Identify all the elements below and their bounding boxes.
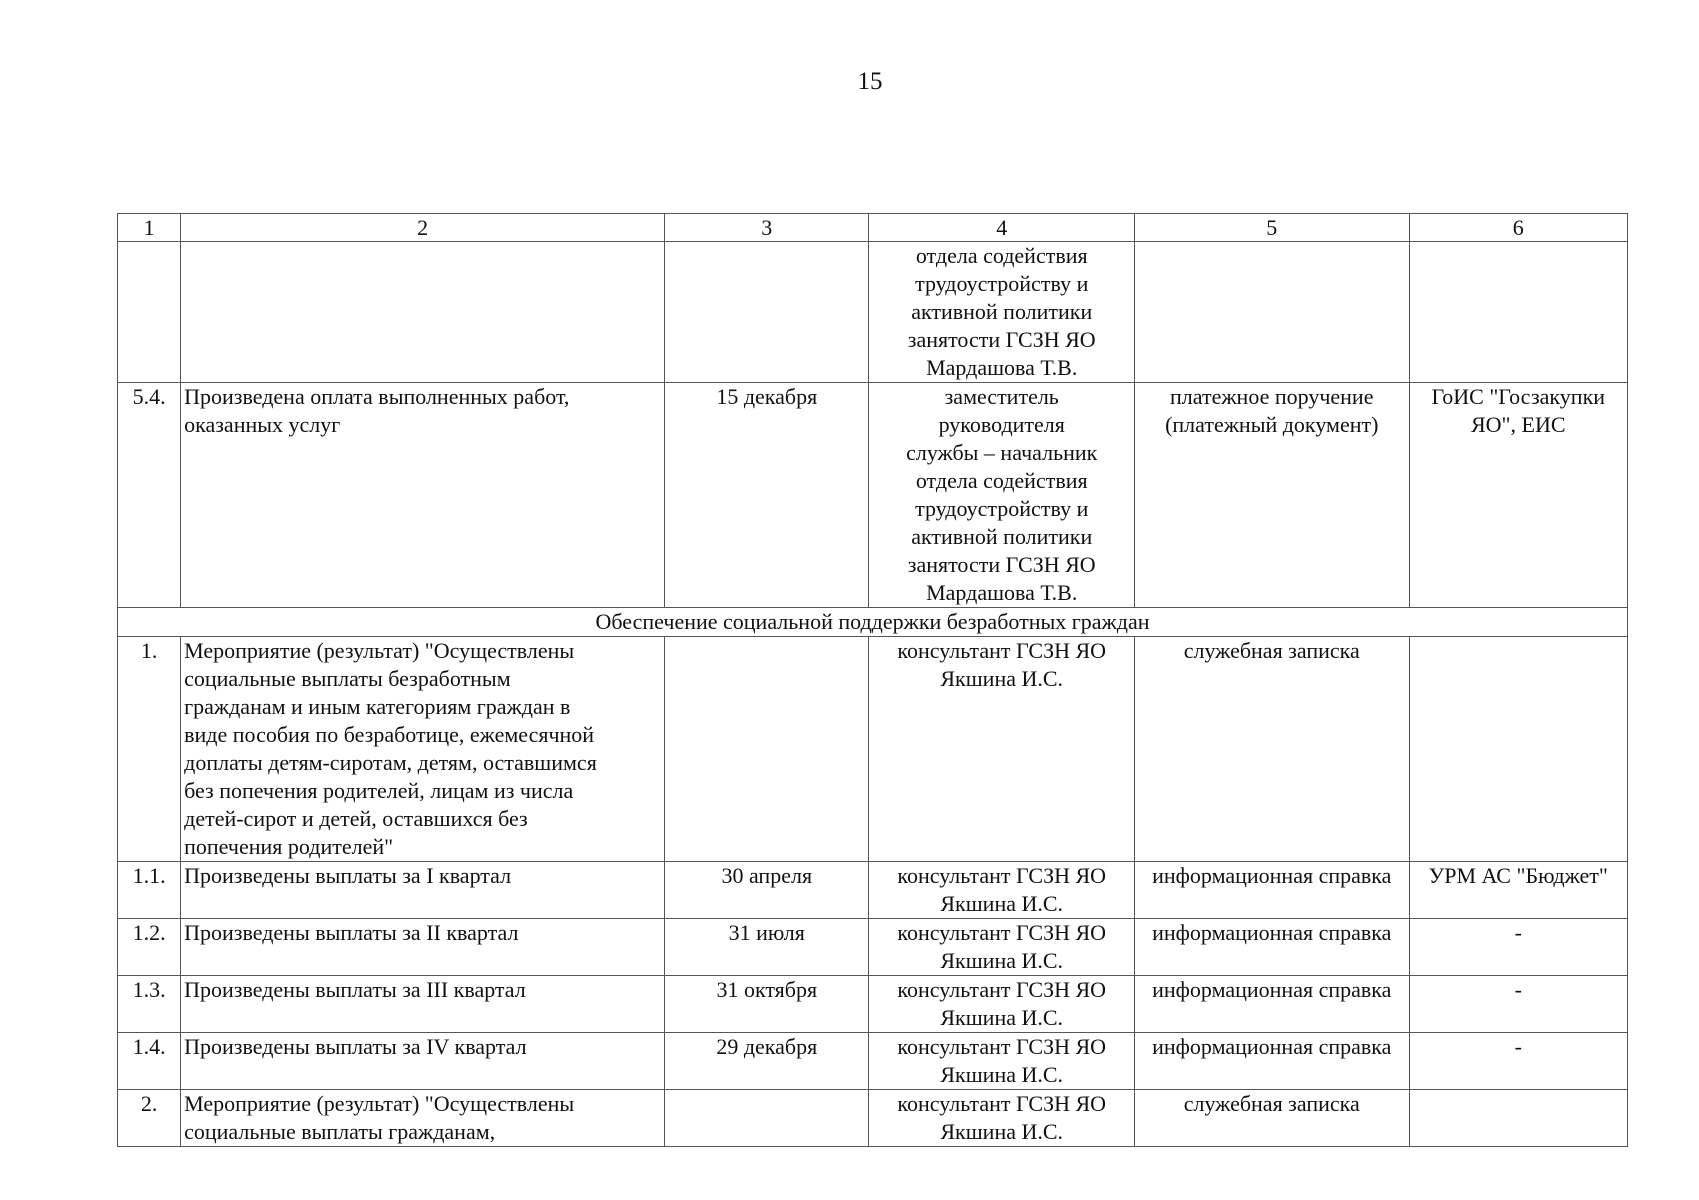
table-row bbox=[118, 862, 1628, 919]
header-cell: 3 bbox=[665, 214, 869, 242]
header-cell: 5 bbox=[1134, 214, 1409, 242]
row-responsible: консультант ГСЗН ЯО Якшина И.С. bbox=[869, 976, 1135, 1033]
row-name: Мероприятие (результат) "Осуществлены социальные выплаты безработным гражданам и иным категориям граждан в виде пособия по безработице, ежемесячной доплаты детям-сиротам, детям, оставшимся без попечения родителей, лицам из числа детей-сирот и детей, оставшихся без попечения родителей" bbox=[181, 637, 665, 862]
row-date: 29 декабря bbox=[665, 1033, 869, 1090]
row-name: Произведена оплата выполненных работ, оказанных услуг bbox=[181, 383, 665, 608]
row-system bbox=[1409, 242, 1627, 383]
row-number: 1.4. bbox=[118, 1033, 181, 1090]
row-document: информационная справка bbox=[1134, 1033, 1409, 1090]
row-number: 2. bbox=[118, 1090, 181, 1147]
table-row bbox=[118, 637, 1628, 862]
row-document: служебная записка bbox=[1134, 1090, 1409, 1147]
row-system: ГоИС "Госзакупки ЯО", ЕИС bbox=[1409, 383, 1627, 608]
header-cell: 1 bbox=[118, 214, 181, 242]
row-number: 1. bbox=[118, 637, 181, 862]
row-system: - bbox=[1409, 976, 1627, 1033]
row-name: Мероприятие (результат) "Осуществлены социальные выплаты гражданам, bbox=[181, 1090, 665, 1147]
row-responsible: заместитель руководителя службы – начальник отдела содействия трудоустройству и активной политики занятости ГСЗН ЯО Мардашова Т.В. bbox=[869, 383, 1135, 608]
row-date: 31 октября bbox=[665, 976, 869, 1033]
row-responsible: консультант ГСЗН ЯО Якшина И.С. bbox=[869, 637, 1135, 862]
table-row bbox=[118, 383, 1628, 608]
row-name: Произведены выплаты за IV квартал bbox=[181, 1033, 665, 1090]
row-system: - bbox=[1409, 1033, 1627, 1090]
row-responsible: консультант ГСЗН ЯО Якшина И.С. bbox=[869, 919, 1135, 976]
row-date: 15 декабря bbox=[665, 383, 869, 608]
row-name: Произведены выплаты за III квартал bbox=[181, 976, 665, 1033]
table-row bbox=[118, 919, 1628, 976]
row-number: 1.2. bbox=[118, 919, 181, 976]
row-name bbox=[181, 242, 665, 383]
plan-table bbox=[117, 213, 1628, 1147]
row-document: информационная справка bbox=[1134, 976, 1409, 1033]
header-cell: 4 bbox=[869, 214, 1135, 242]
row-number: 5.4. bbox=[118, 383, 181, 608]
row-document: информационная справка bbox=[1134, 862, 1409, 919]
row-system bbox=[1409, 1090, 1627, 1147]
row-date: 30 апреля bbox=[665, 862, 869, 919]
row-date bbox=[665, 1090, 869, 1147]
row-system: УРМ АС "Бюджет" bbox=[1409, 862, 1627, 919]
section-row bbox=[118, 608, 1628, 637]
table-row bbox=[118, 1090, 1628, 1147]
row-system: - bbox=[1409, 919, 1627, 976]
row-number: 1.1. bbox=[118, 862, 181, 919]
header-cell: 6 bbox=[1409, 214, 1627, 242]
row-system bbox=[1409, 637, 1627, 862]
row-responsible: консультант ГСЗН ЯО Якшина И.С. bbox=[869, 862, 1135, 919]
row-responsible: консультант ГСЗН ЯО Якшина И.С. bbox=[869, 1090, 1135, 1147]
row-responsible: отдела содействия трудоустройству и активной политики занятости ГСЗН ЯО Мардашова Т.В. bbox=[869, 242, 1135, 383]
row-date bbox=[665, 242, 869, 383]
row-document bbox=[1134, 242, 1409, 383]
row-name: Произведены выплаты за I квартал bbox=[181, 862, 665, 919]
page-number: 15 bbox=[857, 68, 883, 95]
table-row bbox=[118, 976, 1628, 1033]
row-date bbox=[665, 637, 869, 862]
row-number: 1.3. bbox=[118, 976, 181, 1033]
row-document: информационная справка bbox=[1134, 919, 1409, 976]
row-name: Произведены выплаты за II квартал bbox=[181, 919, 665, 976]
row-document: платежное поручение (платежный документ) bbox=[1134, 383, 1409, 608]
row-responsible: консультант ГСЗН ЯО Якшина И.С. bbox=[869, 1033, 1135, 1090]
header-cell: 2 bbox=[181, 214, 665, 242]
table-header-row bbox=[118, 214, 1628, 242]
row-document: служебная записка bbox=[1134, 637, 1409, 862]
row-number bbox=[118, 242, 181, 383]
table-row bbox=[118, 242, 1628, 383]
table-row bbox=[118, 1033, 1628, 1090]
section-title: Обеспечение социальной поддержки безработных граждан bbox=[118, 608, 1628, 637]
row-date: 31 июля bbox=[665, 919, 869, 976]
